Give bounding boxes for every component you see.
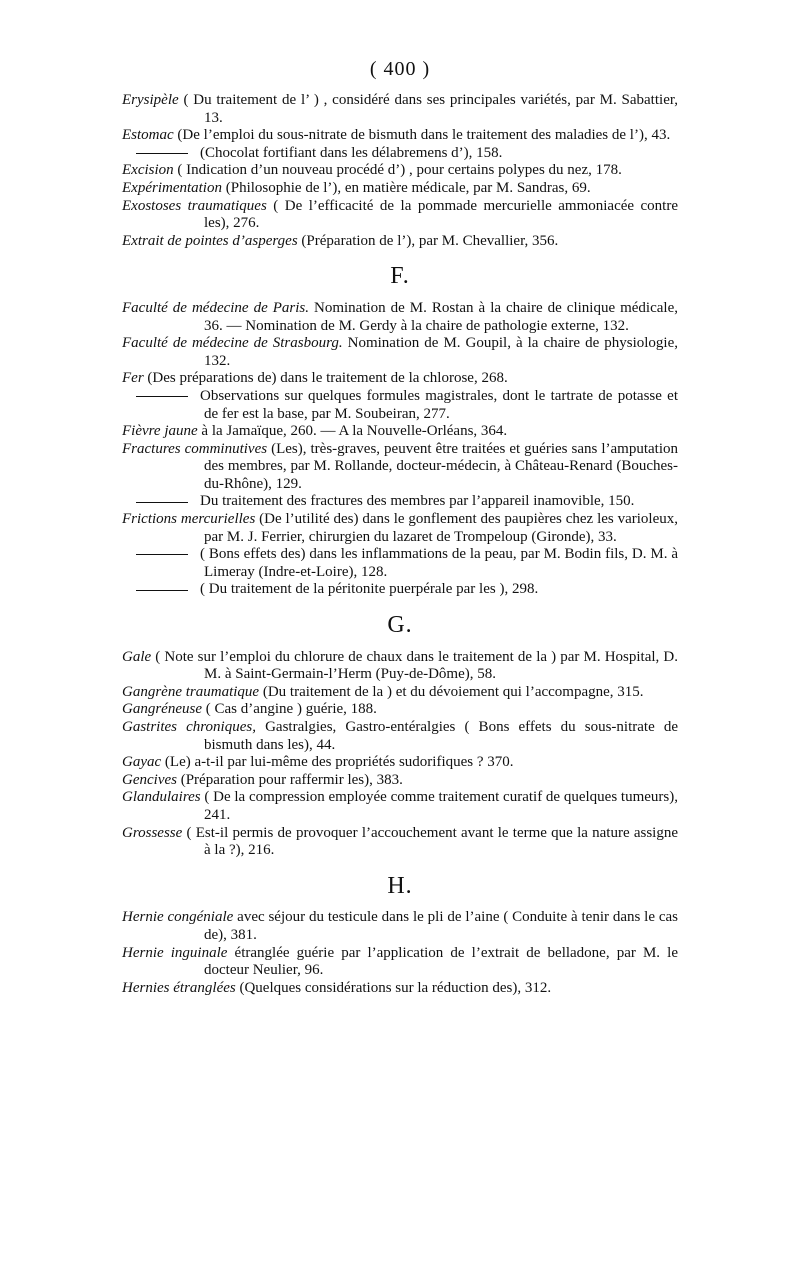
index-entry <box>122 789 678 824</box>
entry-term: Hernie inguinale <box>122 944 228 961</box>
entry-term: Estomac <box>122 127 174 144</box>
entry-term: Gangrène traumatique <box>122 683 260 700</box>
index-entry <box>122 684 678 702</box>
ditto-dash <box>136 153 188 154</box>
section-letter: F. <box>390 263 410 290</box>
index-entry <box>122 233 678 251</box>
index-entry <box>122 423 678 441</box>
entry-term: Hernie congéniale <box>122 909 234 926</box>
index-entry <box>122 581 678 599</box>
entry-text: Du traitement des fractures des membres par l’appareil inamovible, 150. <box>200 493 635 510</box>
entry-term: Fer <box>122 370 144 387</box>
entry-term: Gastrites chroniques, <box>122 719 256 735</box>
entry-text: ( De l’efficacité de la pommade mercurielle ammoniacée contre les), 276. <box>204 197 678 232</box>
index-entry <box>122 335 678 370</box>
entry-text: (Quelques considérations sur la réduction des), 312. <box>235 979 552 996</box>
page-number: ( 400 ) <box>369 58 431 80</box>
entry-term: Gencives <box>122 771 177 788</box>
index-entry <box>122 92 678 127</box>
ditto-dash <box>136 396 188 397</box>
index-entry <box>122 945 678 980</box>
entry-text: avec séjour du testicule dans le pli de l’aine ( Conduite à tenir dans le cas de), 381. <box>204 909 678 943</box>
index-entry <box>122 198 678 233</box>
entry-text: (Chocolat fortifiant dans les délabremens d’), 158. <box>200 144 503 161</box>
section-letter: H. <box>387 872 413 899</box>
entry-term: Excision <box>122 162 174 179</box>
index-entry <box>122 180 678 198</box>
index-entry <box>122 909 678 944</box>
entry-term: Faculté de médecine de Strasbourg. <box>122 335 343 352</box>
ditto-dash <box>136 590 188 591</box>
section-letter: G. <box>387 612 413 639</box>
entry-term: Expérimentation <box>122 179 222 196</box>
entry-text: Observations sur quelques formules magistrales, dont le tartrate de potasse et de fer est la base, par M. Soubeiran, 277. <box>200 387 678 422</box>
entry-text: ( Du traitement de l’ ) , considéré dans ses principales variétés, par M. Sabattier, 13. <box>178 92 678 126</box>
index-entry <box>122 701 678 719</box>
entry-term: Faculté de médecine de Paris. <box>122 299 309 316</box>
index-column <box>122 92 678 997</box>
entry-term: Exostoses traumatiques <box>122 197 267 214</box>
entry-text: (De l’utilité des) dans le gonflement des paupières chez les varioleux, par M. J. Ferrier, chirurgien du lazaret de Trompeloup (Gironde), 33. <box>204 511 678 545</box>
index-entry <box>122 980 678 998</box>
index-entry <box>122 388 678 423</box>
entry-text: étranglée guérie par l’application de l’extrait de belladone, par M. le docteur Neulier, 96. <box>204 944 678 979</box>
entry-text: (Le) a-t-il par lui-même des propriétés sudorifiques ? 370. <box>161 754 514 771</box>
index-entry <box>122 441 678 494</box>
entry-text: ( De la compression employée comme traitement curatif de quelques tumeurs), 241. <box>200 789 678 823</box>
index-entry <box>122 546 678 581</box>
entry-text: (Préparation de l’), par M. Chevallier, 356. <box>297 232 559 249</box>
entry-term: Gangréneuse <box>122 701 202 718</box>
ditto-dash <box>136 554 188 555</box>
entry-text: ( Cas d’angine ) guérie, 188. <box>201 701 377 718</box>
entry-text: Nomination de M. Goupil, à la chaire de physiologie, 132. <box>204 335 678 369</box>
entry-text: Gastralgies, Gastro-entéralgies ( Bons effets du sous-nitrate de bismuth dans les), 44. <box>204 719 678 753</box>
index-entry <box>122 719 678 754</box>
index-entry <box>122 511 678 546</box>
entry-text: ( Indication d’un nouveau procédé d’) , pour certains polypes du nez, 178. <box>173 162 622 179</box>
index-entry <box>122 162 678 180</box>
index-entry <box>122 127 678 145</box>
index-entry <box>122 754 678 772</box>
entry-term: Glandulaires <box>122 789 201 806</box>
index-entry <box>122 825 678 860</box>
entry-term: Fractures comminutives <box>122 440 268 457</box>
entry-text: (Des préparations de) dans le traitement de la chlorose, 268. <box>143 370 508 387</box>
entry-term: Erysipèle <box>122 92 179 108</box>
entry-text: (Philosophie de l’), en matière médicale, par M. Sandras, 69. <box>221 179 591 196</box>
entry-text: (Les), très-graves, peuvent être traitées et guéries sans l’amputation des membres, par M. Rollande, docteur-médecin, à Château-Renard (Bouches-du-Rhône), 129. <box>204 440 678 492</box>
entry-text: à la Jamaïque, 260. — A la Nouvelle-Orléans, 364. <box>197 423 508 440</box>
index-entry <box>122 370 678 388</box>
entry-text: ( Est-il permis de provoquer l’accouchement avant le terme que la nature assigne à la ?), 216. <box>182 824 678 859</box>
entry-text: (Du traitement de la ) et du dévoiement qui l’accompagne, 315. <box>259 683 644 700</box>
entry-text: Nomination de M. Rostan à la chaire de clinique médicale, 36. — Nomination de M. Gerdy à la chaire de pathologie externe, 132. <box>204 299 678 334</box>
index-entry <box>122 772 678 790</box>
entry-text: ( Du traitement de la péritonite puerpérale par les ), 298. <box>200 581 539 598</box>
entry-term: Extrait de pointes d’asperges <box>122 232 298 249</box>
index-entry <box>122 649 678 684</box>
index-entry <box>122 145 678 163</box>
index-entry <box>122 300 678 335</box>
entry-term: Fièvre jaune <box>122 423 198 440</box>
entry-term: Gayac <box>122 754 162 771</box>
entry-term: Grossesse <box>122 824 183 841</box>
entry-term: Hernies étranglées <box>122 979 236 996</box>
entry-term: Gale <box>122 648 152 665</box>
entry-term: Frictions mercurielles <box>122 511 256 528</box>
entry-text: (Préparation pour raffermir les), 383. <box>176 771 403 788</box>
entry-text: ( Bons effets des) dans les inflammations de la peau, par M. Bodin fils, D. M. à Limeray (Indre-et-Loire), 128. <box>200 546 678 580</box>
ditto-dash <box>136 502 188 503</box>
entry-text: (De l’emploi du sous-nitrate de bismuth dans le traitement des maladies de l’), 43. <box>173 127 671 144</box>
entry-text: ( Note sur l’emploi du chlorure de chaux dans le traitement de la ) par M. Hospital, D. M. à Saint-Germain-l’Herm (Puy-de-Dôme), 58. <box>151 648 678 683</box>
index-entry <box>122 493 678 511</box>
